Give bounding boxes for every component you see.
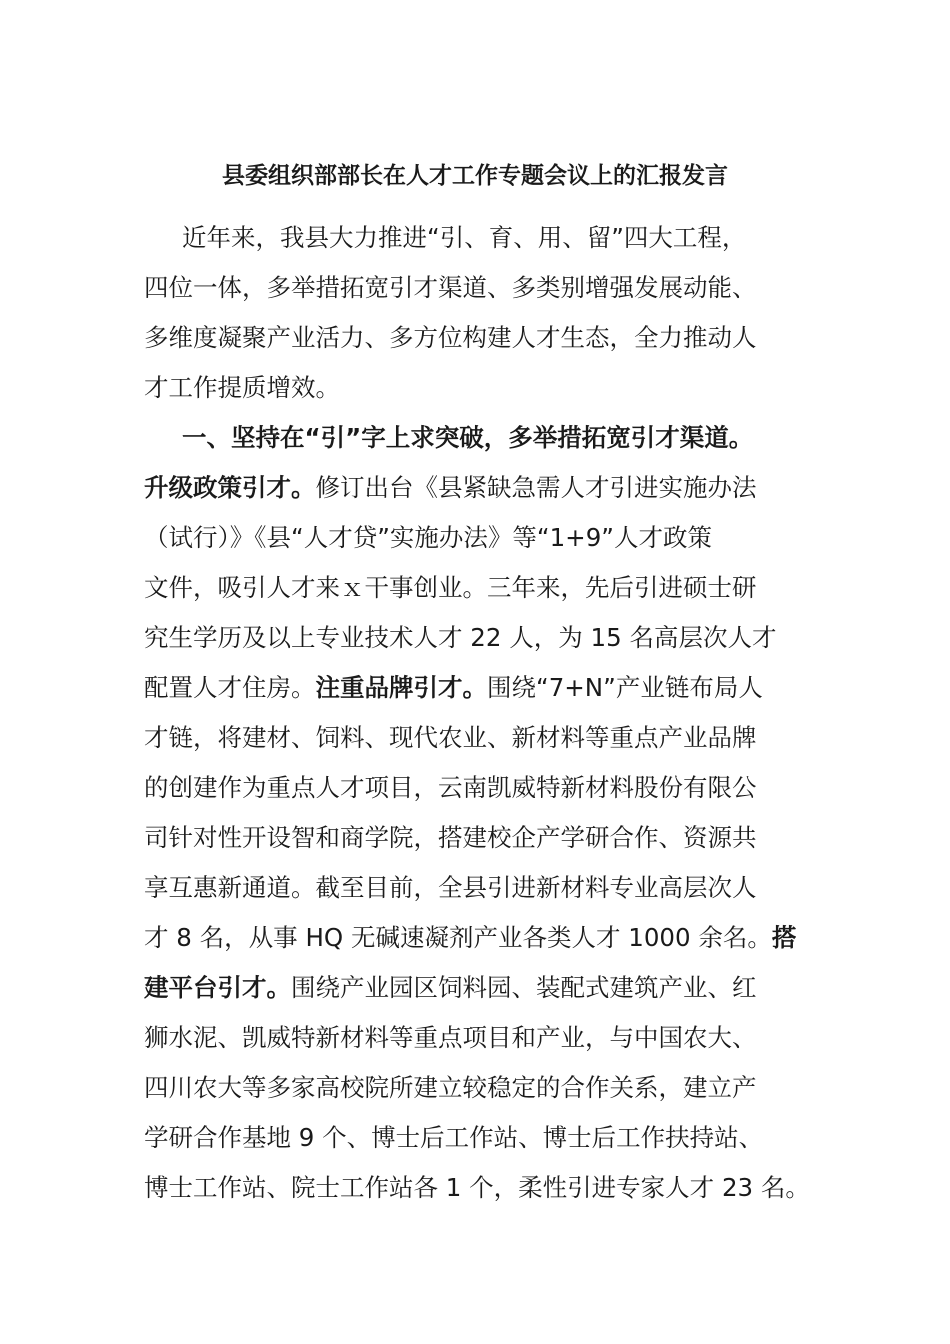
body-line-4: 究生学历及以上专业技术人才 22 人，为 15 名高层次人才 bbox=[144, 623, 777, 652]
body-text: 配置人才住房。 bbox=[144, 673, 316, 702]
body-line-2: （试行）》《县“人才贷”实施办法》等“1+9”人才政策 bbox=[144, 523, 712, 552]
intro-line-4: 才工作提质增效。 bbox=[144, 373, 340, 402]
intro-line-2: 四位一体，多举措拓宽引才渠道、多类别增强发展动能、 bbox=[144, 273, 757, 302]
body-line-7: 的创建作为重点人才项目，云南凯威特新材料股份有限公 bbox=[144, 773, 757, 802]
body-text: 修订出台《县紧缺急需人才引进实施办法 bbox=[315, 473, 757, 502]
section-heading: 一、坚持在“引”字上求突破，多举措拓宽引才渠道。 bbox=[182, 423, 754, 452]
body-line-11 bbox=[144, 970, 757, 1006]
subheading-platform-start: 搭 bbox=[771, 923, 797, 952]
body-line-1 bbox=[144, 470, 757, 506]
subheading-platform: 建平台引才。 bbox=[144, 973, 291, 1002]
body-line-5 bbox=[144, 670, 763, 706]
body-line-12: 狮水泥、凯威特新材料等重点项目和产业，与中国农大、 bbox=[144, 1023, 757, 1052]
document-title: 县委组织部部长在人才工作专题会议上的汇报发言 bbox=[222, 163, 728, 189]
body-line-10 bbox=[144, 920, 796, 956]
body-line-9: 享互惠新通道。截至目前，全县引进新材料专业高层次人 bbox=[144, 873, 757, 902]
body-line-6: 才链，将建材、饲料、现代农业、新材料等重点产业品牌 bbox=[144, 723, 757, 752]
intro-line-1: 近年来，我县大力推进“引、育、用、留”四大工程， bbox=[182, 223, 747, 252]
intro-line-3: 多维度凝聚产业活力、多方位构建人才生态，全力推动人 bbox=[144, 323, 757, 352]
subheading-policy: 升级政策引才。 bbox=[144, 473, 316, 502]
body-text: 才 8 名，从事 HQ 无碱速凝剂产业各类人才 1000 余名。 bbox=[144, 923, 772, 952]
body-line-3: 文件，吸引人才来ｘ干事创业。三年来，先后引进硕士研 bbox=[144, 573, 757, 602]
subheading-brand: 注重品牌引才。 bbox=[315, 673, 487, 702]
body-line-13: 四川农大等多家高校院所建立较稳定的合作关系，建立产 bbox=[144, 1073, 757, 1102]
body-text: 围绕产业园区饲料园、装配式建筑产业、红 bbox=[291, 973, 757, 1002]
body-text: 围绕“7+N”产业链布局人 bbox=[487, 673, 763, 702]
body-line-8: 司针对性开设智和商学院，搭建校企产学研合作、资源共 bbox=[144, 823, 757, 852]
body-line-15: 博士工作站、院士工作站各 1 个，柔性引进专家人才 23 名。 bbox=[144, 1173, 810, 1202]
body-line-14: 学研合作基地 9 个、博士后工作站、博士后工作扶持站、 bbox=[144, 1123, 764, 1152]
